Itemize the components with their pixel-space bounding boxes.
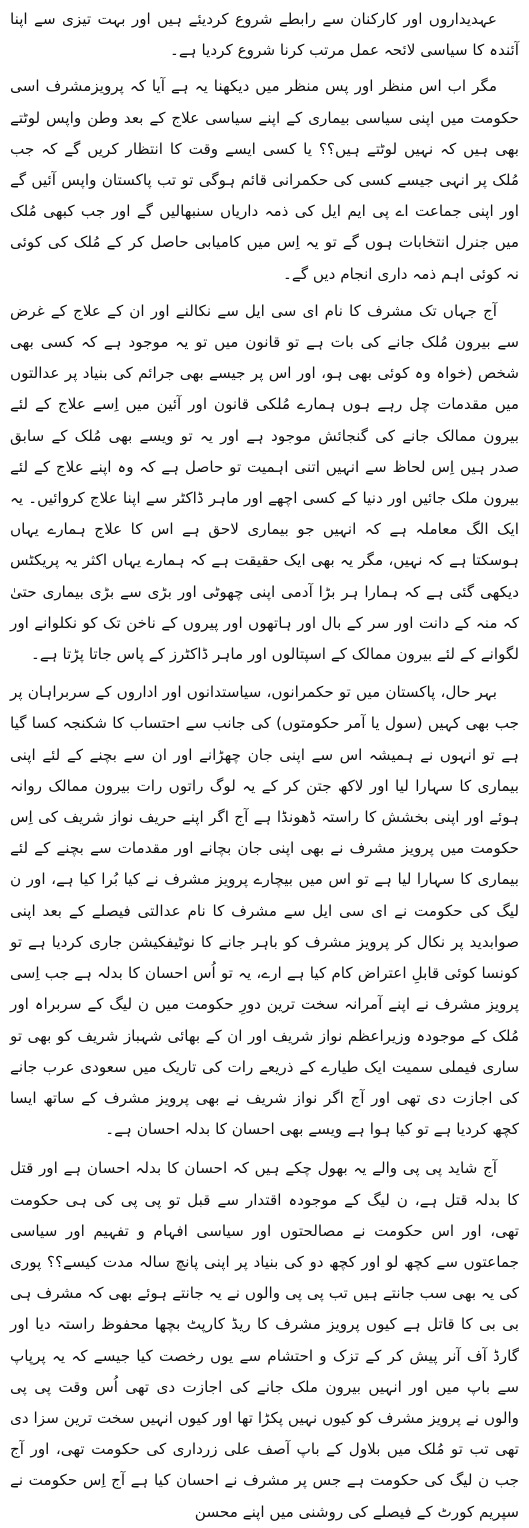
article-paragraph-1: عہدیداروں اور کارکنان سے رابطے شروع کردیئے ہیں اور بہت تیزی سے اپنا آئندہ کا سیاسی لائحہ عمل مرتب کرنا شروع کردیا ہے۔ xyxy=(10,10,519,60)
article-paragraph-5: آج شاید پی پی والے یہ بھول چکے ہیں کہ احسان کا بدلہ احسان ہے اور قتل کا بدلہ قتل ہے، ن لیگ کے موجودہ اقتدار سے قبل تو پی پی کی ہی حکومت تھی، اور اس حکومت نے مصالحتوں اور سیاسی افہام و تفہیم اور سیاسی جماعتوں سے کچھ لو اور کچھ دو کی بنیاد پر اپنی پانچ سالہ مدت کیسے؟؟ پوری کی یہ بھی سب جانتے ہیں تب پی پی والوں نے یہ جانتے ہوئے بھی کہ مشرف ہی بی بی کا قاتل ہے کیوں پرویز مشرف کا ریڈ کارپٹ بچھا محفوظ راستہ دیا اور گارڈ آف آنر پیش کر کے تزک و احتشام سے یوں رخصت کیا جیسے کہ یہ پرپاپ سے باپ میں اور انہیں بیرون ملک جانے کی اجازت دی تھی اُس وقت پی پی والوں نے پرویز مشرف کو کیوں نہیں پکڑا تھا اور کیوں انہیں سخت ترین سزا دی تھی تب تو مُلک میں بلاول کے باپ آصف علی زرداری کی حکومت تھی، اور آج جب ن لیگ کی حکومت ہے جس پر مشرف نے احسان کیا ہے آج اِس حکومت نے سپریم کورٹ کے فیصلے کی روشنی میں اپنے محسن xyxy=(10,1159,519,1521)
article-paragraph-2: مگر اب اس منظر اور پس منظر میں دیکھنا یہ ہے آیا کہ پرویزمشرف اسی حکومت میں اپنی سیاسی بیماری کے اپنے سیاسی علاج کے بعد وطن واپس لوٹتے بھی ہیں کہ نہیں لوٹتے ہیں؟؟ یا کسی ایسے وقت کا انتظار کریں گے کہ جب مُلک پر انہی جیسے کسی کی حکمرانی قائم ہوگی تو تب پاکستان واپس آئیں گے اور اپنی جماعت اے پی ایم ایل کی ذمہ داریاں سنبھالیں گے اور جب کبھی مُلک میں جنرل انتخابات ہوں گے تو یہ اِس میں کامیابی حاصل کر کے مُلک کی کوئی نہ کوئی اہم ذمہ داری انجام دیں گے۔ xyxy=(10,77,519,283)
article-paragraph-4: بہر حال، پاکستان میں تو حکمرانوں، سیاستدانوں اور اداروں کے سربراہان پر جب بھی کہیں (سول یا آمر حکومتوں) کی جانب سے احتساب کا شکنجہ کسا گیا ہے تو انہوں نے ہمیشہ اس سے اپنی جان چھڑانے اور ان سے بچنے کے لئے اپنی بیماری کا سہارا لیا اور لاکھ جتن کر کے یہ لوگ راتوں رات بیرون ممالک روانہ ہوئے اور اپنی بخشش کا راستہ ڈھونڈا ہے آج اگر اپنے حریف نواز شریف کی اِس حکومت میں پرویز مشرف نے بھی اپنی جان بچانے اور مقدمات سے بچنے کے لئے بیماری کا سہارا لیا ہے تو اس میں بیچارے پرویز مشرف نے کیا بُرا کیا ہے، اور ن لیگ کی حکومت نے ای سی ایل سے مشرف کا نام عدالتی فیصلے کے بعد اپنی صوابدید پر نکال کر پرویز مشرف کو باہر جانے کا نوٹیفکیشن جاری کردیا ہے تو کونسا کوئی قابلِ اعتراض کام کیا ہے ارے، یہ تو اُس احسان کا بدلہ ہے جب اِسی پرویز مشرف نے اپنے آمرانہ سخت ترین دورِ حکومت میں ن لیگ کے سربراہ اور مُلک کے موجودہ وزیراعظم نواز شریف اور ان کے بھائی شہباز شریف کو بھی تو ساری فیملی سمیت ایک طیارے کے ذریعے رات کی تاریک میں سعودی عرب جانے کی اجازت دی تھی اور آج اگر نواز شریف نے بھی پرویز مشرف کے ساتھ ایسا کچھ کردیا ہے تو کیا ہوا ہے ویسے بھی احسان کا بدلہ احسان ہے۔ xyxy=(10,683,519,1139)
article-paragraph-3: آج جہاں تک مشرف کا نام ای سی ایل سے نکالنے اور ان کے علاج کے غرض سے بیرون مُلک جانے کی بات ہے تو قانون میں تو یہ موجود ہے کہ کسی بھی شخص (خواہ وہ کوئی بھی ہو، اور اس پر جیسے بھی جرائم کی بنیاد پر عدالتوں میں مقدمات چل رہے ہوں ہمارے مُلکی قانون اور آئین میں اِسے علاج کے لئے بیرون ممالک جانے کی گنجائش موجود ہے اور یہ تو ویسے بھی مُلک کے سابق صدر ہیں اِس لحاظ سے انہیں اتنی اہمیت تو حاصل ہے کہ وہ اپنے علاج کے لئے بیرون ملک جائیں اور دنیا کے کسی اچھے اور ماہر ڈاکٹر سے اپنا علاج کروائیں۔ یہ ایک الگ معاملہ ہے کہ انہیں جو بیماری لاحق ہے اس کا علاج ہمارے یہاں ہوسکتا ہے کہ نہیں، مگر یہ بھی ایک حقیقت ہے کہ ہمارے یہاں اکثر یہ پریکٹس دیکھی گئی ہے کہ ہمارا ہر بڑا آدمی اپنی چھوٹی اور بڑی سے بڑی بیماری حتیٰ کہ منہ کے دانت اور سر کے بال اور ہاتھوں اور پیروں کے ناخن تک کو نکلوانے اور لگوانے کے لئے بیرون ممالک کے اسپتالوں اور ماہر ڈاکٹرز کے پاس جاتا پڑتا ہے۔ xyxy=(10,301,519,664)
